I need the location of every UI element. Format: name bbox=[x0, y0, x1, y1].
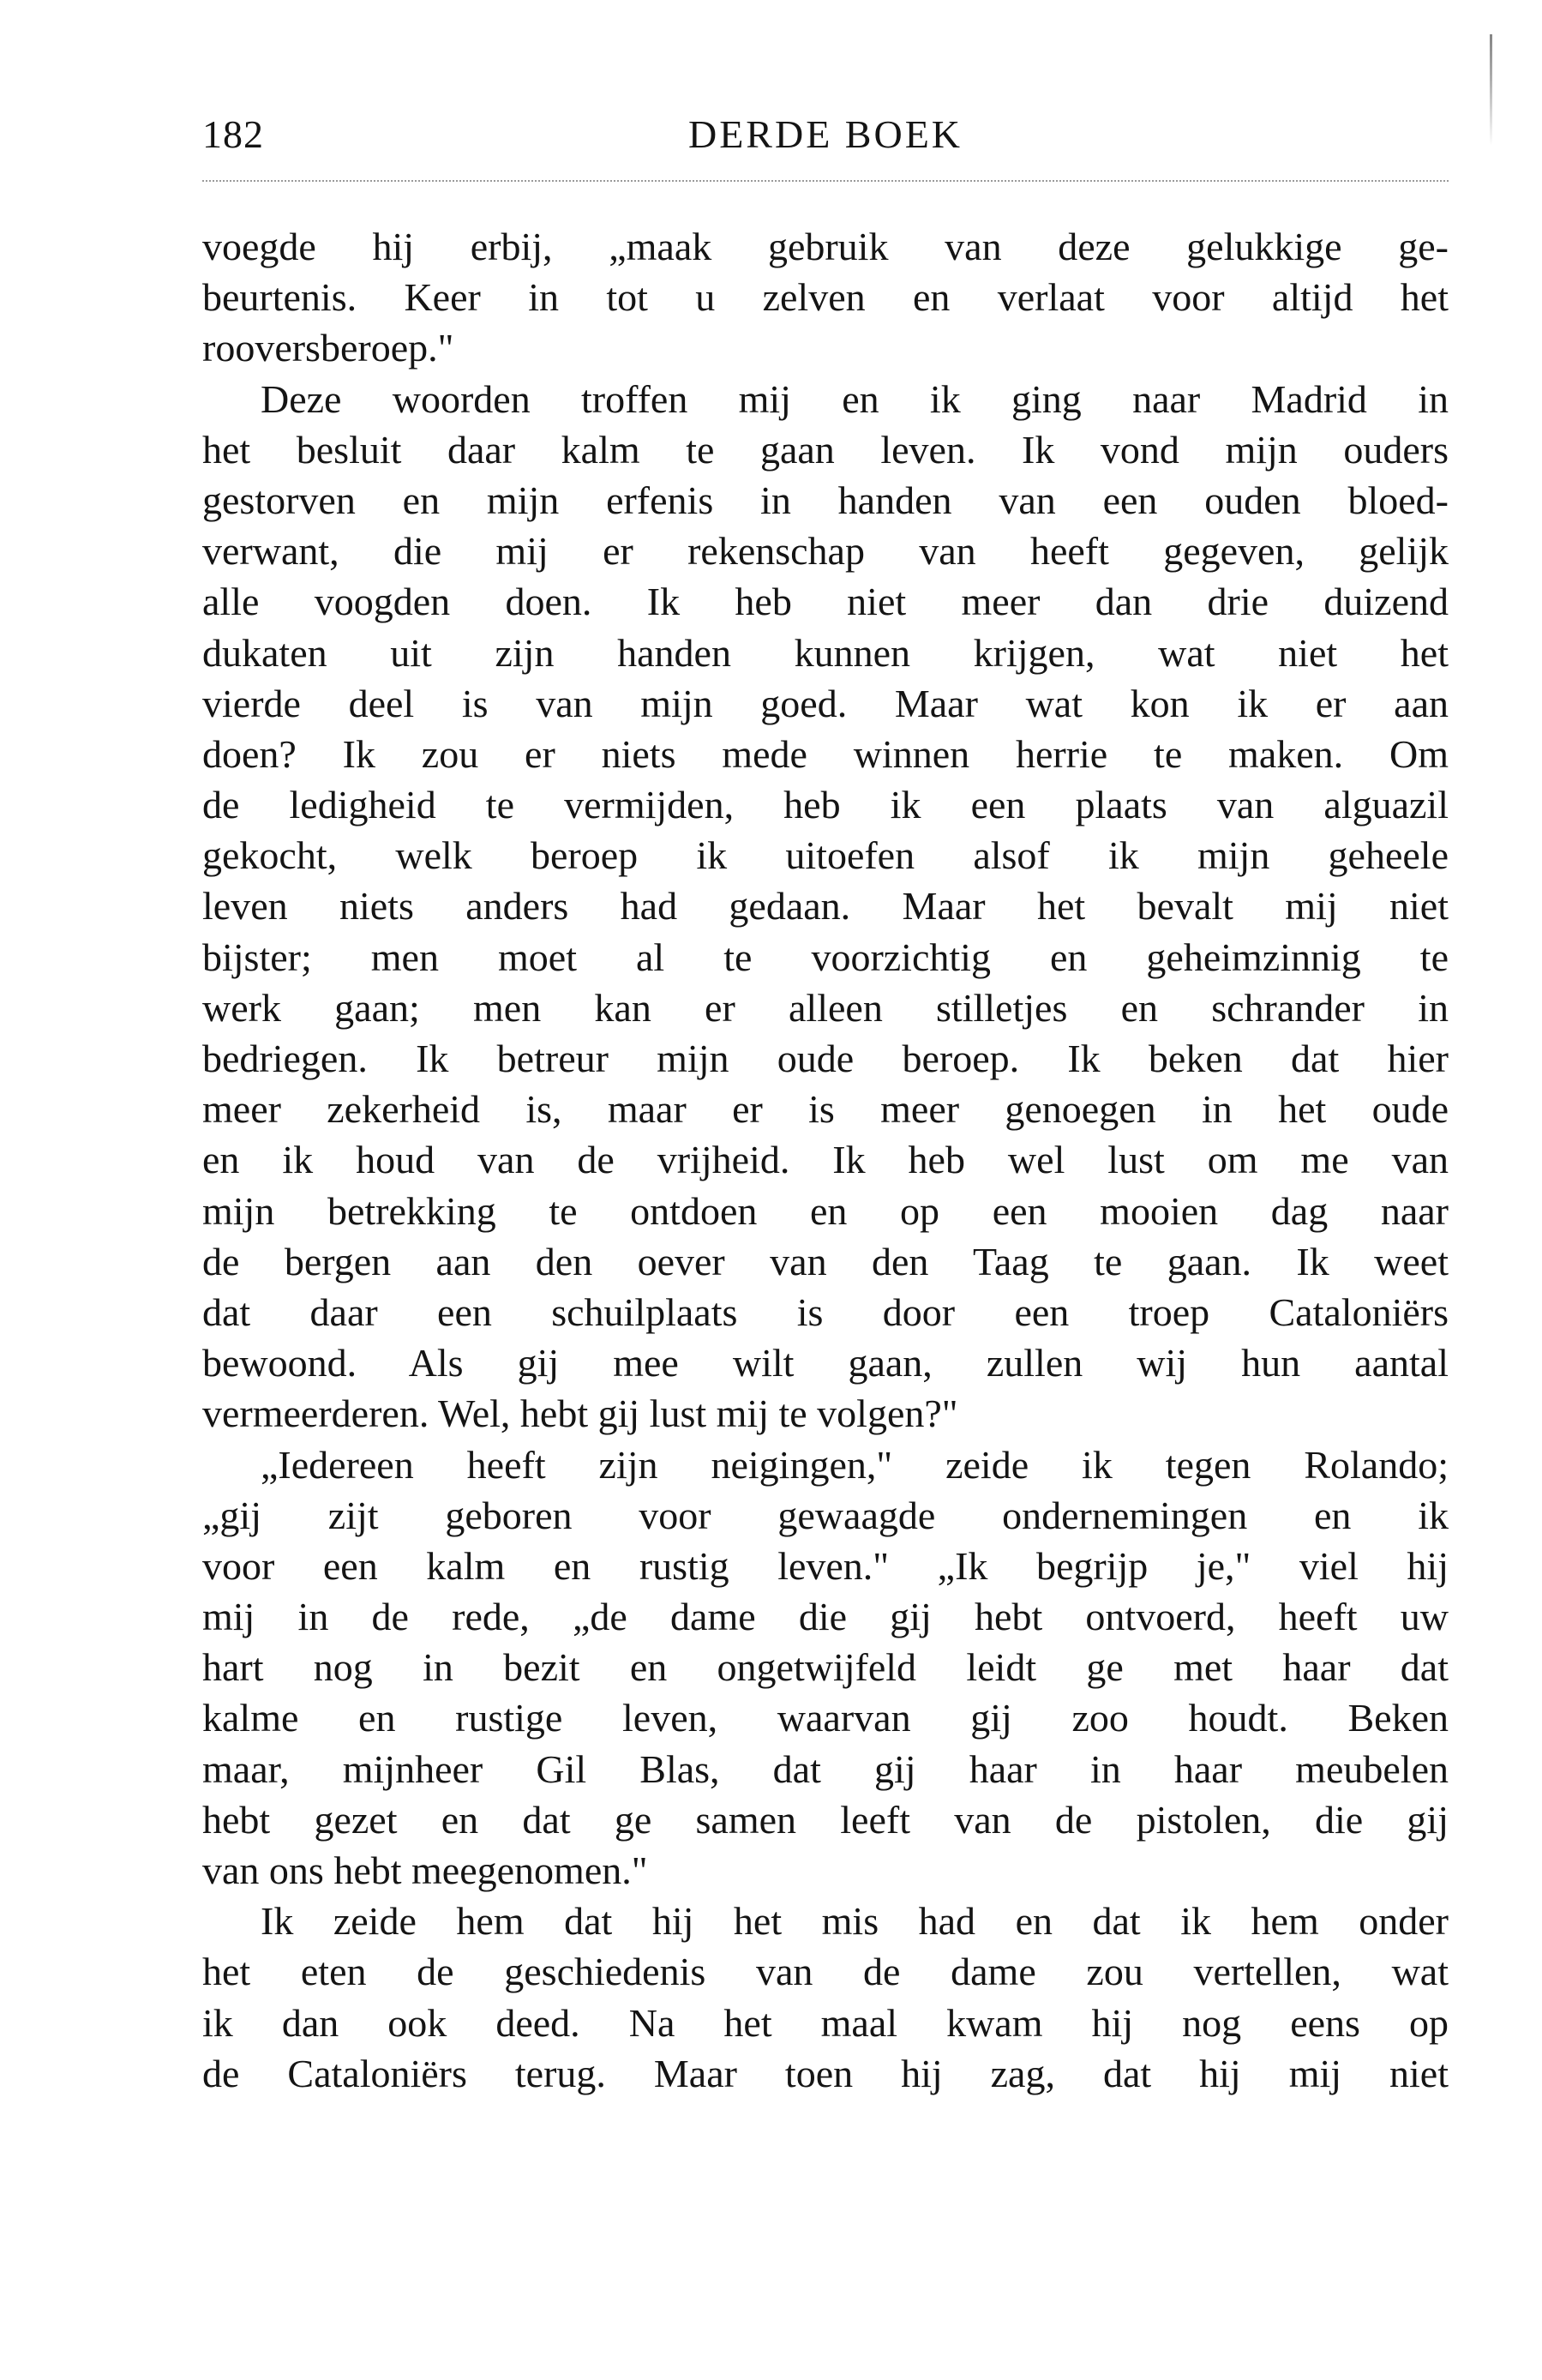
text-line: werk gaan; men kan er alleen stilletjes en schrander in bbox=[202, 985, 1449, 1030]
text-line: de Cataloniërs terug. Maar toen hij zag, dat hij mij niet bbox=[202, 2051, 1449, 2095]
text-line: doen? Ik zou er niets mede winnen herrie te maken. Om bbox=[202, 731, 1449, 776]
text-line: voor een kalm en rustig leven." „Ik begrijp je," viel hij bbox=[202, 1543, 1449, 1588]
text-line: gestorven en mijn erfenis in handen van een ouden bloed- bbox=[202, 478, 1449, 522]
text-line: Ik zeide hem dat hij het mis had en dat ik hem onder bbox=[261, 1899, 1449, 1944]
text-line: de bergen aan den oever van den Taag te gaan. Ik weet bbox=[202, 1239, 1449, 1283]
page-number: 182 bbox=[202, 112, 264, 156]
text-line: bijster; men moet al te voorzichtig en geheimzinnig te bbox=[202, 935, 1449, 979]
text-line: meer zekerheid is, maar er is meer genoegen in het oude bbox=[202, 1087, 1449, 1132]
text-line: „gij zijt geboren voor gewaagde ondernemingen en ik bbox=[202, 1493, 1449, 1537]
text-line: hebt gezet en dat ge samen leeft van de pistolen, die gij bbox=[202, 1797, 1449, 1842]
text-line: gekocht, welk beroep ik uitoefen alsof ik mijn geheele bbox=[202, 833, 1449, 878]
body-text bbox=[202, 221, 1449, 2099]
text-line: vermeerderen. Wel, hebt gij lust mij te volgen?" bbox=[202, 1391, 958, 1436]
scan-edge-mark bbox=[1490, 34, 1492, 146]
text-line: bedriegen. Ik betreur mijn oude beroep. Ik beken dat hier bbox=[202, 1037, 1449, 1080]
text-line: leven niets anders had gedaan. Maar het bevalt mij niet bbox=[202, 884, 1449, 929]
text-line: mij in de rede, „de dame die gij hebt ontvoerd, heeft uw bbox=[202, 1595, 1449, 1639]
page-header bbox=[202, 105, 1449, 165]
text-line: alle voogden doen. Ik heb niet meer dan drie duizend bbox=[202, 580, 1449, 624]
running-head: DERDE BOEK bbox=[687, 112, 963, 156]
text-line: dat daar een schuilplaats is door een troep Cataloniërs bbox=[202, 1289, 1449, 1334]
text-line: van ons hebt meegenomen." bbox=[202, 1848, 648, 1892]
text-line: verwant, die mij er rekenschap van heeft gegeven, gelijk bbox=[202, 529, 1449, 574]
text-line: de ledigheid te vermijden, heb ik een plaats van alguazil bbox=[202, 783, 1449, 827]
text-line: hart nog in bezit en ongetwijfeld leidt ge met haar dat bbox=[202, 1645, 1449, 1690]
text-line: maar, mijnheer Gil Blas, dat gij haar in haar meubelen bbox=[202, 1746, 1449, 1791]
text-line: Deze woorden troffen mij en ik ging naar Madrid in bbox=[261, 376, 1449, 421]
text-line: voegde hij erbij, „maak gebruik van deze gelukkige ge- bbox=[202, 225, 1449, 268]
text-line: ik dan ook deed. Na het maal kwam hij nog eens op bbox=[202, 2000, 1449, 2045]
text-line: mijn betrekking te ontdoen en op een mooien dag naar bbox=[202, 1188, 1449, 1233]
header-rule bbox=[202, 180, 1449, 182]
text-line: dukaten uit zijn handen kunnen krijgen, wat niet het bbox=[202, 630, 1449, 675]
text-line: kalme en rustige leven, waarvan gij zoo houdt. Beken bbox=[202, 1696, 1449, 1740]
text-line: het eten de geschiedenis van de dame zou vertellen, wat bbox=[202, 1950, 1449, 1994]
text-line: het besluit daar kalm te gaan leven. Ik vond mijn ouders bbox=[202, 427, 1449, 472]
text-line: rooversberoep." bbox=[202, 326, 454, 370]
text-line: en ik houd van de vrijheid. Ik heb wel lust om me van bbox=[202, 1138, 1449, 1182]
text-line: beurtenis. Keer in tot u zelven en verlaat voor altijd het bbox=[202, 275, 1449, 320]
text-line: „Iedereen heeft zijn neigingen," zeide ik tegen Rolando; bbox=[261, 1442, 1449, 1487]
text-line: bewoond. Als gij mee wilt gaan, zullen wij hun aantal bbox=[202, 1341, 1449, 1385]
text-line: vierde deel is van mijn goed. Maar wat kon ik er aan bbox=[202, 681, 1449, 725]
